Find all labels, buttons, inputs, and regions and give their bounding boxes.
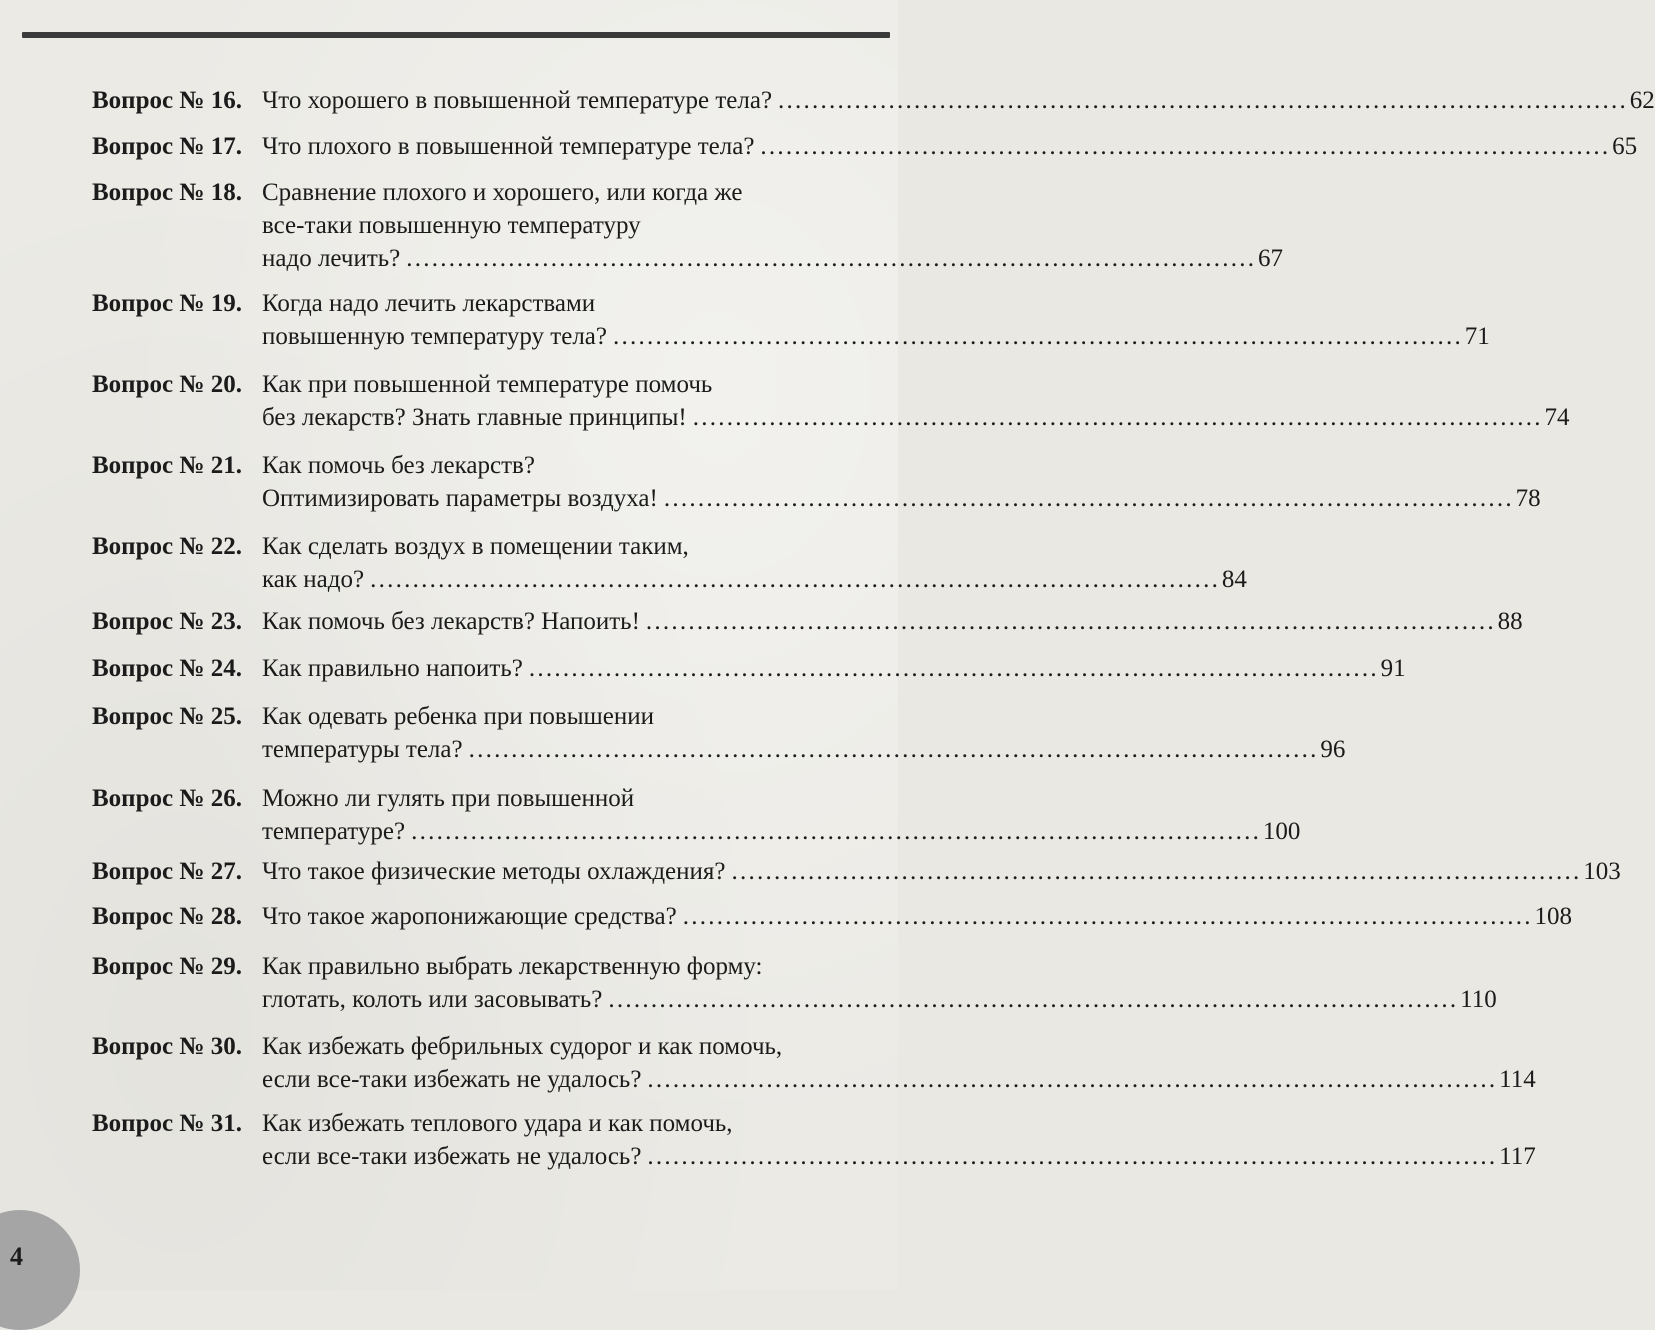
toc-entry-page-number: 114 xyxy=(1499,1066,1536,1093)
toc-entry-title-line: глотать, колоть или засовывать? xyxy=(262,986,603,1013)
toc-entry-title-line: Как одевать ребенка при повышении xyxy=(262,703,654,730)
dot-leader xyxy=(647,1063,1493,1096)
toc-entry-title-line: как надо? xyxy=(262,566,365,593)
toc-entry-last-line xyxy=(262,900,1572,933)
toc-entry-title-line: Сравнение плохого и хорошего, или когда же xyxy=(262,179,743,206)
toc-entry-title xyxy=(262,1030,1536,1096)
toc-entry xyxy=(92,782,1301,848)
toc-entry-page-number: 96 xyxy=(1320,736,1346,763)
toc-entry-title xyxy=(262,950,1497,1016)
toc-entry-label: Вопрос № 25. xyxy=(92,703,242,730)
toc-entry-title xyxy=(262,652,1406,685)
toc-entry-title-line: надо лечить? xyxy=(262,245,401,272)
toc-entry-label: Вопрос № 31. xyxy=(92,1110,242,1137)
toc-entry-last-line xyxy=(262,242,1283,275)
toc-entry-last-line xyxy=(262,482,1541,515)
dot-leader xyxy=(760,130,1606,163)
toc-entry-title-line: Что плохого в повышенной температуре тела? xyxy=(262,133,755,160)
toc-entry-page-number: 103 xyxy=(1583,858,1621,885)
dot-leader xyxy=(693,401,1539,434)
top-rule xyxy=(22,32,890,38)
toc-entry-title xyxy=(262,855,1621,888)
toc-entry xyxy=(92,176,1284,275)
toc-entry-last-line xyxy=(262,983,1497,1016)
toc-entry-title xyxy=(262,130,1637,163)
toc-entry-label: Вопрос № 28. xyxy=(92,903,242,930)
toc-entry xyxy=(92,950,1497,1016)
dot-leader xyxy=(469,733,1315,766)
toc-entry-last-line xyxy=(262,84,1655,117)
toc-entry-title xyxy=(262,1107,1536,1173)
toc-entry-last-line xyxy=(262,401,1569,434)
page-number: 4 xyxy=(10,1242,23,1271)
toc-entry-label: Вопрос № 19. xyxy=(92,290,242,317)
toc-entry xyxy=(92,449,1541,515)
toc-entry-page-number: 65 xyxy=(1612,133,1638,160)
dot-leader xyxy=(647,1140,1493,1173)
toc-entry-title-line: если все-таки избежать не удалось? xyxy=(262,1143,642,1170)
toc-entry xyxy=(92,130,1638,163)
toc-entry xyxy=(92,700,1346,766)
toc-entry-title-line: Оптимизировать параметры воздуха! xyxy=(262,485,658,512)
toc-entry-page-number: 84 xyxy=(1221,566,1247,593)
toc-entry-page-number: 108 xyxy=(1534,903,1572,930)
dot-leader xyxy=(370,563,1216,596)
toc-entry-label: Вопрос № 16. xyxy=(92,87,242,114)
toc-entry xyxy=(92,530,1247,596)
toc-entry-last-line xyxy=(262,605,1523,638)
dot-leader xyxy=(608,983,1454,1016)
dot-leader xyxy=(529,652,1375,685)
toc-entry-page-number: 91 xyxy=(1380,655,1406,682)
toc-entry-label: Вопрос № 29. xyxy=(92,953,242,980)
toc-entry xyxy=(92,605,1523,638)
toc-entry-page-number: 67 xyxy=(1258,245,1284,272)
toc-entry-last-line xyxy=(262,320,1490,353)
toc-entry-title xyxy=(262,530,1247,596)
toc-entry-title-line: Что такое жаропонижающие средства? xyxy=(262,903,677,930)
toc-entry xyxy=(92,1030,1536,1096)
toc-entry-last-line xyxy=(262,855,1621,888)
toc-entry xyxy=(92,900,1572,933)
toc-entry-title-line: Как избежать фебрильных судорог и как помочь, xyxy=(262,1033,783,1060)
toc-entry-title-line: Как при повышенной температуре помочь xyxy=(262,371,713,398)
toc-entry-page-number: 110 xyxy=(1460,986,1497,1013)
dot-leader xyxy=(613,320,1459,353)
dot-leader xyxy=(411,815,1257,848)
toc-entry-title-line: если все-таки избежать не удалось? xyxy=(262,1066,642,1093)
toc-entry-label: Вопрос № 21. xyxy=(92,452,242,479)
toc-entry xyxy=(92,84,1655,117)
dot-leader xyxy=(732,855,1578,888)
toc-entry-title-line: Что такое физические методы охлаждения? xyxy=(262,858,726,885)
toc-entry-title-line: температуры тела? xyxy=(262,736,463,763)
toc-entry-title-line: Как правильно выбрать лекарственную форму: xyxy=(262,953,763,980)
toc-entry-page-number: 71 xyxy=(1464,323,1490,350)
toc-entry-title-line: без лекарств? Знать главные принципы! xyxy=(262,404,687,431)
toc-entry-title xyxy=(262,700,1345,766)
toc-entry-title xyxy=(262,176,1283,275)
toc-entry-page-number: 78 xyxy=(1515,485,1541,512)
toc-entry-title xyxy=(262,287,1490,353)
toc-entry-last-line xyxy=(262,652,1406,685)
dot-leader xyxy=(406,242,1252,275)
toc-entry-page-number: 88 xyxy=(1497,608,1523,635)
toc-entry-title-line: все-таки повышенную температуру xyxy=(262,212,641,239)
toc-entry-last-line xyxy=(262,563,1247,596)
toc-entry xyxy=(92,287,1490,353)
toc-entry-label: Вопрос № 27. xyxy=(92,858,242,885)
dot-leader xyxy=(664,482,1510,515)
toc-entry-last-line xyxy=(262,1063,1536,1096)
toc-entry-title-line: Как избежать теплового удара и как помочь, xyxy=(262,1110,733,1137)
toc-entry-title xyxy=(262,368,1569,434)
toc-entry-title xyxy=(262,449,1541,515)
toc-entry-title-line: Когда надо лечить лекарствами xyxy=(262,290,596,317)
toc-entry-label: Вопрос № 26. xyxy=(92,785,242,812)
dot-leader xyxy=(778,84,1624,117)
toc-entry-label: Вопрос № 23. xyxy=(92,608,242,635)
toc-entry-page-number: 100 xyxy=(1262,818,1301,845)
toc-entry-last-line xyxy=(262,733,1345,766)
toc-entry xyxy=(92,368,1570,434)
toc-entry xyxy=(92,1107,1536,1173)
toc-entry-label: Вопрос № 22. xyxy=(92,533,242,560)
toc-entry-title-line: Что хорошего в повышенной температуре тела? xyxy=(262,87,773,114)
toc-entry-title-line: Как правильно напоить? xyxy=(262,655,523,682)
toc-entry-last-line xyxy=(262,815,1300,848)
toc-entry-title-line: Как помочь без лекарств? Напоить! xyxy=(262,608,640,635)
toc-entry-title xyxy=(262,782,1300,848)
toc-entry-title xyxy=(262,605,1523,638)
dot-leader xyxy=(646,605,1492,638)
toc-entry-title xyxy=(262,900,1572,933)
toc-entry-title-line: температуре? xyxy=(262,818,406,845)
toc-entry xyxy=(92,652,1406,685)
dot-leader xyxy=(683,900,1529,933)
toc-entry-title xyxy=(262,84,1655,117)
toc-entry-title-line: Можно ли гулять при повышенной xyxy=(262,785,635,812)
toc-entry-page-number: 74 xyxy=(1544,404,1570,431)
toc-entry-label: Вопрос № 24. xyxy=(92,655,242,682)
toc-entry-title-line: Как сделать воздух в помещении таким, xyxy=(262,533,689,560)
toc-entry xyxy=(92,855,1621,888)
toc-entry-title-line: Как помочь без лекарств? xyxy=(262,452,535,479)
toc-entry-label: Вопрос № 18. xyxy=(92,179,242,206)
toc-entry-label: Вопрос № 30. xyxy=(92,1033,242,1060)
toc-entry-label: Вопрос № 20. xyxy=(92,371,242,398)
toc-entry-last-line xyxy=(262,1140,1536,1173)
toc-entry-title-line: повышенную температуру тела? xyxy=(262,323,607,350)
toc-entry-page-number: 117 xyxy=(1499,1143,1536,1170)
toc-entry-last-line xyxy=(262,130,1637,163)
toc-entry-page-number: 62 xyxy=(1629,87,1655,114)
toc-entry-label: Вопрос № 17. xyxy=(92,133,242,160)
